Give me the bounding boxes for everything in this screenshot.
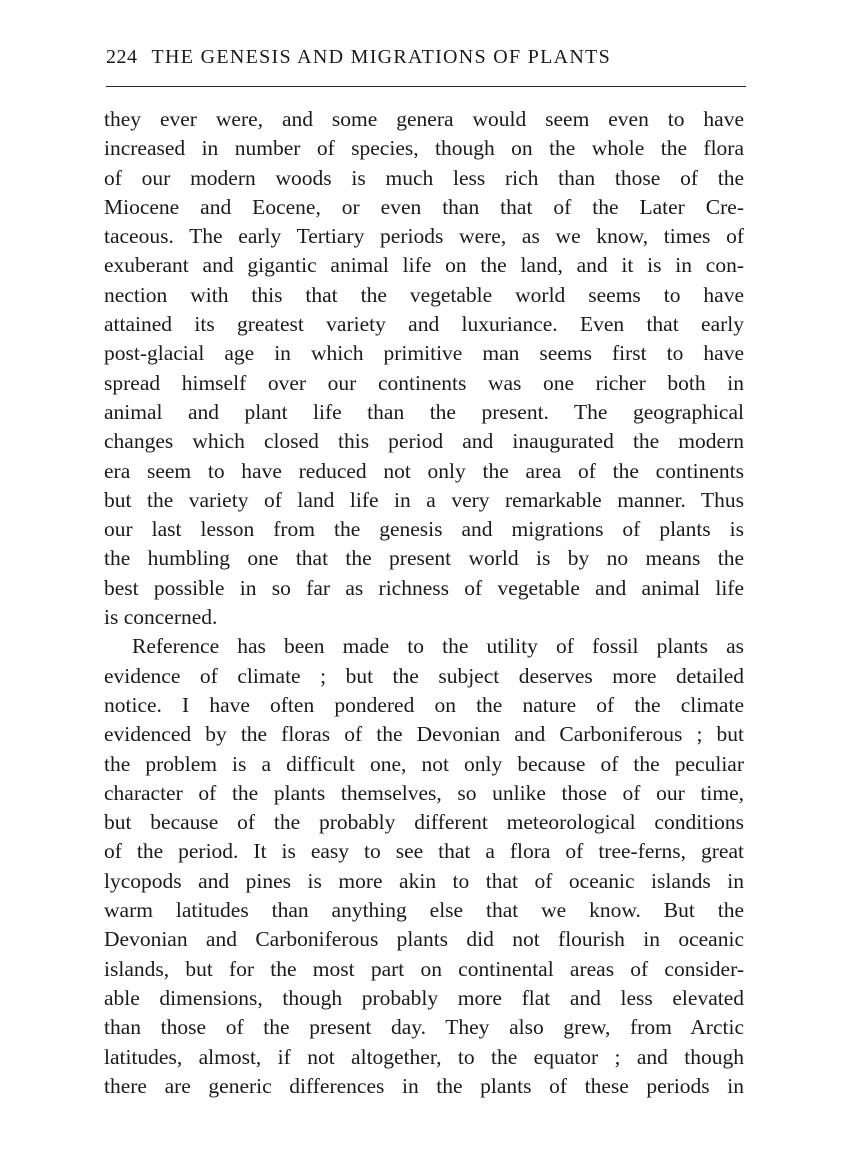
text-line: era seem to have reduced not only the area of the continents [104,458,744,483]
text-line: of the period. It is easy to see that a flora of tree-ferns, great [104,839,744,864]
page-number: 224 [106,46,138,68]
text-line: able dimensions, though probably more flat and less elevated [104,985,744,1010]
text-line: Devonian and Carboniferous plants did not flourish in oceanic [104,927,744,952]
text-line: exuberant and gigantic animal life on the land, and it is in con- [104,253,744,278]
text-line: character of the plants themselves, so unlike those of our time, [104,780,744,805]
text-line: taceous. The early Tertiary periods were, as we know, times of [104,224,744,249]
text-line: the problem is a difficult one, not only because of the peculiar [104,751,744,776]
text-line: notice. I have often pondered on the nature of the climate [104,692,744,717]
text-line: nection with this that the vegetable world seems to have [104,282,744,307]
text-line: animal and plant life than the present. The geographical [104,399,744,424]
header-rule [106,86,746,87]
text-line: latitudes, almost, if not altogether, to the equator ; and though [104,1044,744,1069]
text-line: evidenced by the floras of the Devonian and Carboniferous ; but [104,722,744,747]
text-line: lycopods and pines is more akin to that of oceanic islands in [104,868,744,893]
text-line: evidence of climate ; but the subject deserves more detailed [104,663,744,688]
text-line: warm latitudes than anything else that we know. But the [104,898,744,923]
running-title: THE GENESIS AND MIGRATIONS OF PLANTS [151,46,612,68]
text-line: they ever were, and some genera would seem even to have [104,107,744,131]
text-line-paragraph-end: is concerned. [104,605,218,630]
text-line: the humbling one that the present world is by no means the [104,546,744,571]
text-line: spread himself over our continents was one richer both in [104,370,744,395]
body-text [104,105,744,1101]
text-line: than those of the present day. They also grew, from Arctic [104,1015,744,1040]
text-line: attained its greatest variety and luxuriance. Even that early [104,312,744,337]
text-line: our last lesson from the genesis and migrations of plants is [104,517,744,542]
text-line: post-glacial age in which primitive man seems first to have [104,341,744,366]
text-line: changes which closed this period and inaugurated the modern [104,429,744,454]
text-line: but because of the probably different meteorological conditions [104,810,744,835]
text-line: Miocene and Eocene, or even than that of the Later Cre- [104,194,744,219]
text-line: best possible in so far as richness of vegetable and animal life [104,575,744,600]
text-line: of our modern woods is much less rich than those of the [104,165,744,190]
text-line: but the variety of land life in a very remarkable manner. Thus [104,487,744,512]
text-line: there are generic differences in the plants of these periods in [104,1073,744,1098]
running-head [106,42,746,72]
text-line: islands, but for the most part on continental areas of consider- [104,956,744,981]
text-line: increased in number of species, though on the whole the flora [104,136,744,161]
text-line-paragraph-start: Reference has been made to the utility of fossil plants as [132,634,744,659]
